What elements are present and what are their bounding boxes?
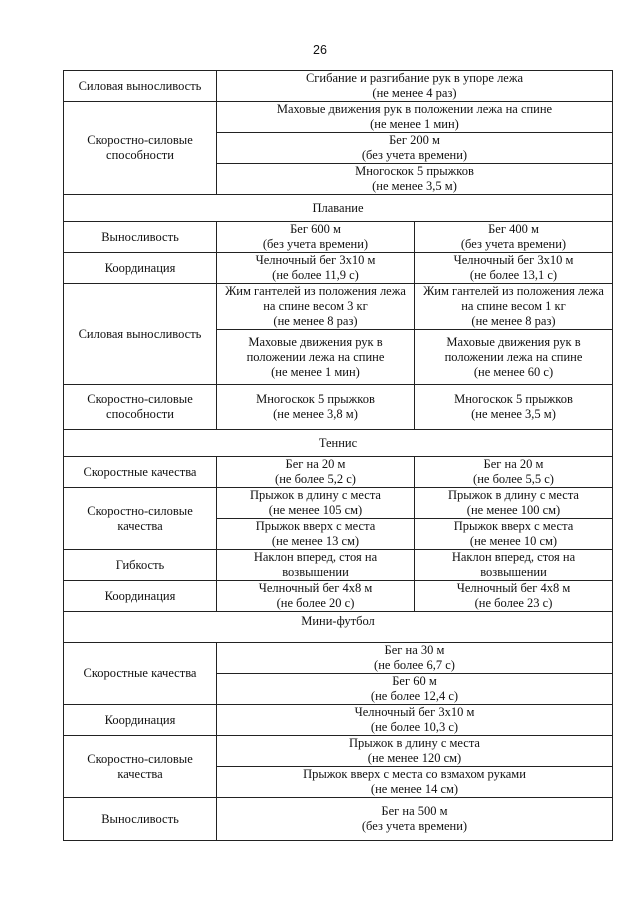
quality-cell: Скоростно-силовые способности [64,385,217,430]
female-norm-cell [415,457,613,488]
table-row [64,253,613,284]
section-title-minifootball: Мини-футбол [64,612,613,643]
norm-value: (не более 6,7 с) [374,658,455,672]
table-row [64,798,613,841]
norm-text: Маховые движения рук в положении лежа на спине [276,102,553,116]
norm-text: Прыжок в длину с места [349,736,480,750]
norm-value: (не менее 1 мин) [271,364,360,379]
norm-value: (не менее 13 см) [271,534,360,548]
norm-text: Прыжок вверх с места [255,519,376,533]
page-number: 26 [313,43,327,57]
quality-cell: Выносливость [64,798,217,841]
male-norm-cell [217,222,415,253]
norm-value: (не более 12,4 с) [370,689,459,703]
male-norm-cell [217,253,415,284]
quality-cell: Скоростно-силовые способности [64,102,217,195]
section-row [64,195,613,222]
norm-value: (не более 5,5 с) [473,472,554,486]
norm-text: Бег на 30 м [384,643,445,657]
norm-value: (не более 11,9 с) [272,268,359,282]
norm-text: Челночный бег 3х10 м [354,705,475,719]
norm-cell [217,767,613,798]
norm-text: Маховые движения рук в положении лежа на спине [444,334,583,364]
male-norm-cell [217,284,415,330]
norm-value: (не менее 60 с) [473,364,554,379]
female-norm-cell [415,519,613,550]
section-row [64,430,613,457]
male-norm-cell: Наклон вперед, стоя на возвышении [217,550,415,581]
table-row [64,71,613,102]
female-norm-cell [415,385,613,430]
quality-cell: Координация [64,705,217,736]
quality-cell: Выносливость [64,222,217,253]
table-row [64,550,613,581]
norm-value: (без учета времени) [361,819,468,833]
norm-value: (не менее 100 см) [466,503,561,517]
section-row [64,612,613,643]
table-row [64,385,613,430]
quality-cell: Скоростные качества [64,643,217,705]
quality-cell: Силовая выносливость [64,284,217,385]
norm-value: (не менее 120 см) [367,751,462,765]
norm-text: Прыжок в длину с места [448,488,579,502]
norm-text: Многоскок 5 прыжков [256,392,375,406]
norm-cell [217,798,613,841]
norm-text: Прыжок вверх с места [453,519,574,533]
norm-value: (без учета времени) [460,237,567,251]
quality-cell: Гибкость [64,550,217,581]
table-row [64,736,613,767]
female-norm-cell [415,253,613,284]
norm-text: Маховые движения рук в положении лежа на спине [246,334,385,364]
norm-text: Жим гантелей из положения лежа на спине весом 1 кг [423,284,604,313]
norm-text: Многоскок 5 прыжков [355,164,474,178]
norm-value: (без учета времени) [262,237,369,251]
norm-value: (не менее 8 раз) [273,314,358,328]
norm-cell [217,102,613,133]
norm-cell [217,133,613,164]
norm-text: Бег 200 м [389,133,440,147]
male-norm-cell [217,457,415,488]
norm-text: Многоскок 5 прыжков [454,392,573,406]
quality-cell: Координация [64,581,217,612]
norm-value: (не менее 105 см) [268,503,363,517]
female-norm-cell [415,284,613,330]
norm-text: Прыжок вверх с места со взмахом руками [303,767,526,781]
norm-cell [217,705,613,736]
section-title-tennis: Теннис [64,430,613,457]
section-title-swimming: Плавание [64,195,613,222]
norm-text: Жим гантелей из положения лежа на спине весом 3 кг [225,284,406,313]
table-row [64,284,613,330]
norm-value: (не менее 3,8 м) [273,407,358,421]
norm-text: Челночный бег 3х10 м [453,253,574,267]
norm-text: Челночный бег 3х10 м [255,253,376,267]
table-row [64,488,613,519]
female-norm-cell [415,488,613,519]
norm-text: Челночный бег 4х8 м [456,581,571,595]
male-norm-cell [217,385,415,430]
table-row [64,102,613,133]
norm-cell [217,674,613,705]
norm-value: (не менее 4 раз) [372,86,457,100]
male-norm-cell [217,488,415,519]
female-norm-cell [415,222,613,253]
table-row [64,705,613,736]
standards-table [63,70,613,841]
norm-text: Бег 60 м [392,674,437,688]
norm-text: Бег на 20 м [285,457,346,471]
norm-value: (не более 13,1 с) [469,268,558,282]
female-norm-cell [415,330,613,385]
table-row [64,457,613,488]
norm-value: (без учета времени) [361,148,468,162]
norm-value: (не менее 10 см) [469,534,558,548]
norm-cell [217,71,613,102]
table-row [64,581,613,612]
norm-cell [217,164,613,195]
male-norm-cell [217,519,415,550]
norm-text: Прыжок в длину с места [250,488,381,502]
female-norm-cell: Наклон вперед, стоя на возвышении [415,550,613,581]
norm-text: Бег 600 м [290,222,341,236]
table-row [64,222,613,253]
quality-cell: Скоростно-силовые качества [64,736,217,798]
norm-cell [217,643,613,674]
norm-value: (не менее 14 см) [370,782,459,796]
norm-value: (не более 10,3 с) [370,720,459,734]
quality-cell: Скоростно-силовые качества [64,488,217,550]
norm-text: Челночный бег 4х8 м [258,581,373,595]
norm-text: Бег 400 м [488,222,539,236]
norm-value: (не более 23 с) [474,596,553,610]
quality-cell: Силовая выносливость [64,71,217,102]
norm-value: (не менее 1 мин) [370,117,459,131]
norm-text: Бег на 20 м [483,457,544,471]
male-norm-cell [217,330,415,385]
male-norm-cell [217,581,415,612]
quality-cell: Координация [64,253,217,284]
norm-value: (не менее 3,5 м) [471,407,556,421]
norm-value: (не менее 8 раз) [471,314,556,328]
quality-cell: Скоростные качества [64,457,217,488]
female-norm-cell [415,581,613,612]
norm-text: Бег на 500 м [381,804,448,818]
norm-value: (не более 20 с) [276,596,355,610]
norm-value: (не менее 3,5 м) [372,179,457,193]
norm-value: (не более 5,2 с) [275,472,356,486]
table-row [64,643,613,674]
norm-cell [217,736,613,767]
norm-text: Сгибание и разгибание рук в упоре лежа [305,71,524,85]
